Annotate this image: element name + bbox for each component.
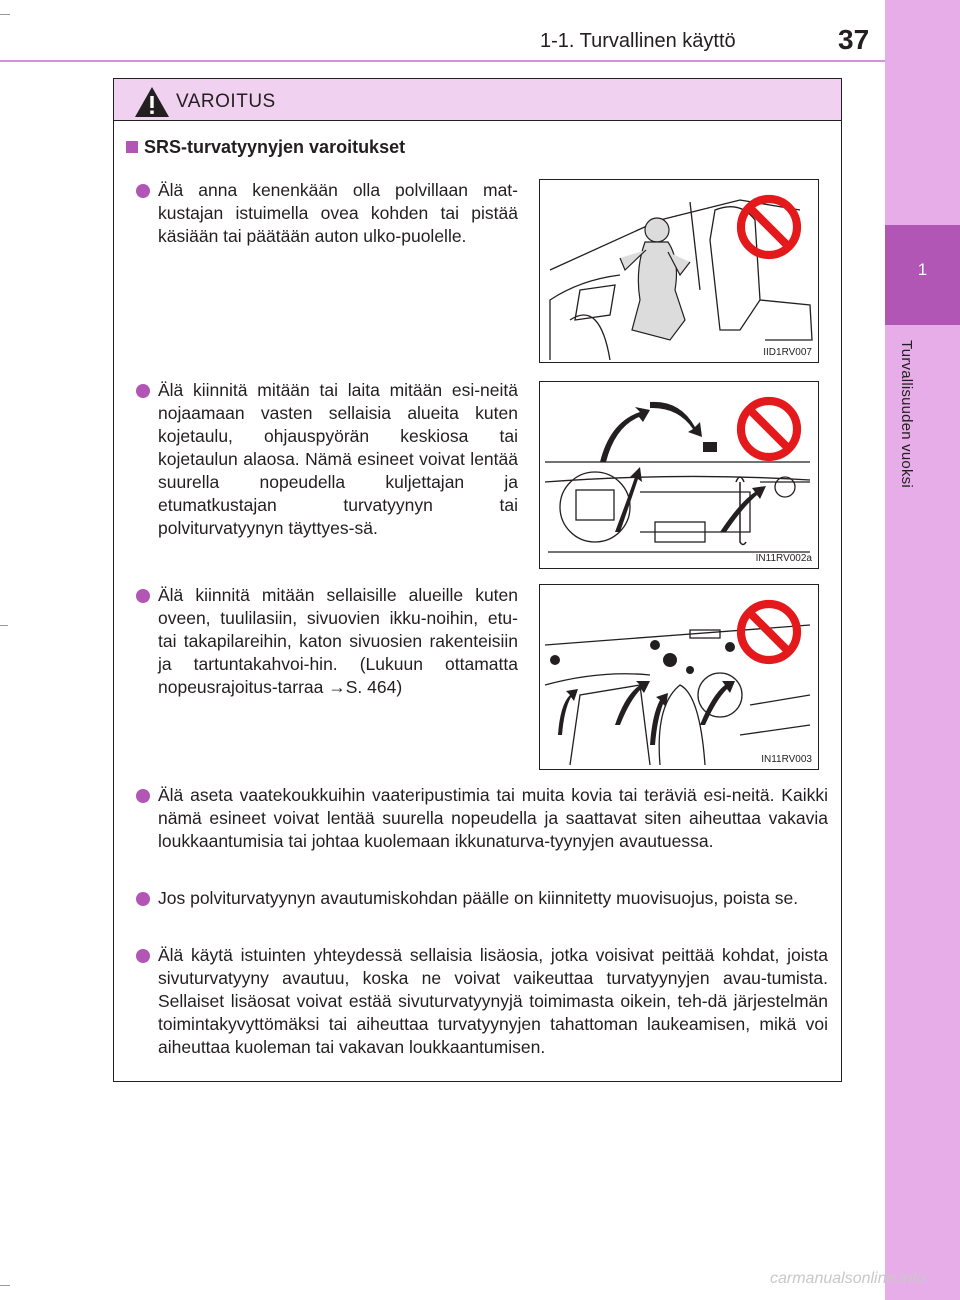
bullet-text: Älä aseta vaatekoukkuihin vaateripustimia tai muita kovia tai teräviä esi-neitä. Kaikki nämä esineet voivat lentää suurella nopeudella ja saattavat siten aiheuttaa vakavia loukkaantumisia tai johtaa kuolemaan ikkunaturva-tyynyjen avautuessa. xyxy=(158,785,828,851)
bullet-dot-icon xyxy=(136,589,150,603)
illustration-passenger-kneeling xyxy=(539,179,819,363)
warning-bullet xyxy=(158,887,828,910)
warning-header xyxy=(114,79,841,121)
bullet-dot-icon xyxy=(136,384,150,398)
bullet-dot-icon xyxy=(136,892,150,906)
bullet-dot-icon xyxy=(136,949,150,963)
warning-bullet xyxy=(158,944,828,1059)
crop-mark xyxy=(0,625,8,626)
bullet-text: Älä anna kenenkään olla polvillaan mat-kustajan istuimella ovea kohden tai pistää käsiään tai päätään auton ulko-puolelle. xyxy=(158,180,518,246)
figure-code: IN11RV002a xyxy=(755,553,812,564)
section-heading xyxy=(126,137,405,158)
warning-bullet xyxy=(158,784,828,853)
crop-mark xyxy=(0,14,10,15)
page-number: 37 xyxy=(838,24,870,55)
bullet-dot-icon xyxy=(136,184,150,198)
warning-bullet xyxy=(158,584,518,699)
warning-bullet xyxy=(158,379,518,540)
warning-box xyxy=(113,78,842,1082)
chapter-title: Turvallisuuden vuoksi xyxy=(898,340,915,488)
warning-bullet xyxy=(158,179,518,248)
prohibition-icon xyxy=(734,192,804,262)
illustration-cabin-objects xyxy=(539,584,819,770)
figure-code: IN11RV003 xyxy=(761,754,812,765)
watermark: carmanualsonline.info xyxy=(770,1270,926,1287)
section-title: 1-1. Turvallinen käyttö xyxy=(540,30,736,52)
prohibition-icon xyxy=(734,394,804,464)
chapter-number: 1 xyxy=(917,260,928,279)
bullet-text: Jos polviturvatyynyn avautumiskohdan päälle on kiinnitetty muovisuojus, poista se. xyxy=(158,888,799,908)
bullet-text: Älä kiinnitä mitään tai laita mitään esi-neitä nojaamaan vasten sellaisia alueita kuten kojetaulu, ohjauspyörän keskiosa tai kojetaulun alaosa. Nämä esineet voivat lentää suurella nopeudella kuljettajan ja etumatkustajan turvatyynyn tai polviturvatyynyn täyttyes-sä. xyxy=(158,380,518,538)
crop-mark xyxy=(0,1285,10,1286)
warning-triangle-icon xyxy=(134,86,170,118)
header-rule xyxy=(0,60,885,62)
section-heading-text: SRS-turvatyynyjen varoitukset xyxy=(144,137,406,157)
bullet-text: Älä käytä istuinten yhteydessä sellaisia lisäosia, jotka voisivat peittää kohdat, joista sivuturvatyyny avautuu, koska ne voivat vaikeuttaa turvatyynyjen avau-tumista. Sellaiset lisäosat voivat estää sivuturvatyynyjä toimimasta oikein, teh-dä järjestelmän toimintakyvyttömäksi tai aiheuttaa turvatyynyjen tahattoman laukeamisen, mikä voi aiheuttaa kuoleman tai vakavan loukkaantumisen. xyxy=(158,945,828,1057)
bullet-text: Älä kiinnitä mitään sellaisille alueille kuten oveen, tuulilasiin, sivuovien ikku-noihin, etu- tai takapilareihin, katon sivuosien rakenteisiin ja tartuntakahvoi-hin. (Lukuun ottamatta nopeusrajoitus-tarraa →S. 464) xyxy=(158,585,518,697)
illustration-dashboard-objects xyxy=(539,381,819,569)
prohibition-icon xyxy=(734,597,804,667)
square-bullet-icon xyxy=(126,141,138,153)
chapter-side-tab xyxy=(885,0,960,1300)
warning-title: VAROITUS xyxy=(176,91,276,112)
bullet-dot-icon xyxy=(136,789,150,803)
figure-code: IID1RV007 xyxy=(763,347,812,358)
